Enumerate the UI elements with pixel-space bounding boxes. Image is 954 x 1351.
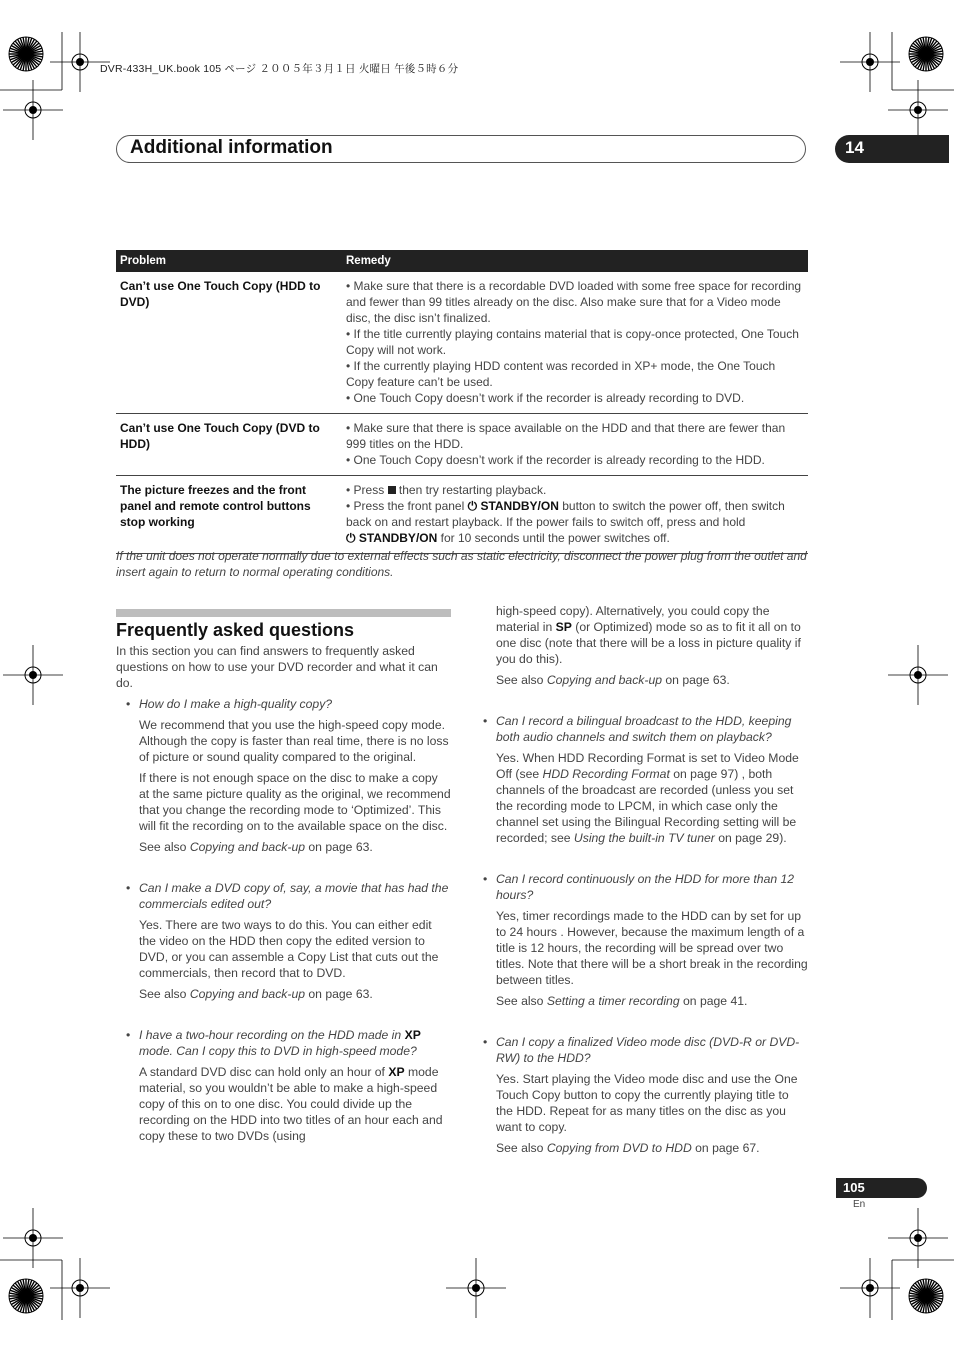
remedy-text: button to switch the power off, then switch back on and restart playback. If the power fails to switch off, press and hold [346, 499, 785, 529]
stop-icon [388, 486, 396, 494]
faq-answer [496, 750, 808, 846]
page-title: Additional information [130, 137, 333, 158]
remedy-cell [342, 414, 808, 476]
problem-cell: The picture freezes and the front panel and remote control buttons stop working [116, 476, 342, 554]
see-also [496, 993, 808, 1009]
see-also-label: See also [496, 994, 547, 1008]
page-ref: 63. [355, 987, 373, 1001]
faq-question: • Can I record continuously on the HDD for more than 12 hours? [483, 872, 795, 902]
faq-column-left [116, 643, 451, 1149]
faq-answer: Yes, timer recordings made to the HDD can by set for up to 24 hours . However, because the maximum length of a title is 12 hours, the recording will be spread over two titles. Note that there will be a short break in the recording between titles. [496, 909, 808, 987]
page-ref: 63. [355, 840, 373, 854]
remedy-item: • Make sure that there is space available on the HDD and that there are fewer than 999 titles on the HDD. [346, 421, 786, 451]
see-also-label: on page [305, 840, 356, 854]
problem-cell: Can’t use One Touch Copy (HDD to DVD) [116, 272, 342, 414]
remedy-cell [342, 272, 808, 414]
section-title: Frequently asked questions [116, 620, 355, 640]
remedy-item: • If the currently playing HDD content was recorded in XP+ mode, the One Touch Copy feature can’t be used. [346, 359, 776, 389]
cross-reference: HDD Recording Format [542, 767, 670, 781]
remedy-cell [342, 476, 808, 554]
page-number: 105 [843, 1180, 865, 1195]
chapter-number: 14 [845, 138, 864, 157]
answer-text: on page 29). [714, 831, 787, 845]
standby-key: STANDBY/ON [358, 531, 438, 545]
see-also [139, 986, 451, 1002]
remedy-item: • One Touch Copy doesn’t work if the recorder is already recording to DVD. [346, 391, 745, 405]
answer-text: mode material, so you wouldn’t be able to make a high-speed copy of this on to one disc. You could divide up the recording on the HDD into two titles of an hour each and copy these to two DVDs (using [139, 1065, 443, 1143]
column-header-problem: Problem [116, 250, 342, 272]
faq-answer: If there is not enough space on the disc to make a copy at the same picture quality as the original, we recommend that you change the recording mode to ‘Optimized’. This will fit the recording on to the available space on the disc. [139, 771, 451, 833]
power-icon: ⏻ [346, 531, 359, 545]
page-language: En [853, 1199, 866, 1210]
cross-reference: Copying from DVD to HDD [546, 1141, 692, 1155]
faq-answer-continued [496, 603, 808, 667]
remedy-item: • If the title currently playing contains material that is copy-once protected, One Touch Copy will not work. [346, 327, 799, 357]
faq-question: • I have a two-hour recording on the HDD made in XP mode. Can I copy this to DVD in high-speed mode? [126, 1028, 421, 1058]
remedy-item [346, 498, 804, 546]
remedy-item: • One Touch Copy doesn’t work if the recorder is already recording to the HDD. [346, 453, 765, 467]
question-text: Can I copy a finalized Video mode disc (DVD-R or DVD-RW) to the HDD? [496, 1035, 800, 1065]
remedy-item [346, 482, 804, 498]
answer-text: on page 97) , both channels of the broadcast are recorded (unless you set the recording mode to LPCM, in which case only the channel set using the Bilingual Recording setting will be recorded; see [496, 767, 797, 845]
see-also-label: See also [496, 1141, 547, 1155]
question-text: Can I record continuously on the HDD for more than 12 hours? [496, 872, 795, 902]
remedy-text: • Press the front panel [346, 499, 468, 513]
power-icon: ⏻ [467, 499, 481, 513]
faq-question: • Can I copy a finalized Video mode disc (DVD-R or DVD-RW) to the HDD? [483, 1035, 800, 1065]
mode-key: SP [555, 620, 572, 634]
standby-key: STANDBY/ON [480, 499, 559, 513]
see-also [496, 672, 808, 688]
print-header: DVR-433H_UK.book 105 ページ ２００５年３月１日 火曜日 午後５時６分 [100, 63, 459, 75]
page-ref: 67. [742, 1141, 760, 1155]
see-also-label: on page [679, 994, 731, 1008]
question-text: Can I make a DVD copy of, say, a movie that has had the commercials edited out? [139, 881, 449, 911]
faq-column-right [483, 603, 808, 1161]
mode-key: XP [404, 1028, 421, 1042]
cross-reference: Using the built-in TV tuner [573, 831, 715, 845]
question-text: mode. Can I copy this to DVD in high-speed mode? [139, 1044, 417, 1058]
see-also [139, 839, 451, 855]
troubleshooting-table [116, 250, 808, 554]
page-ref: 41. [730, 994, 748, 1008]
table-row [116, 476, 808, 554]
question-text: Can I record a bilingual broadcast to the HDD, keeping both audio channels and switch them on playback? [496, 714, 792, 744]
table-header-row [116, 250, 808, 272]
problem-cell: Can’t use One Touch Copy (DVD to HDD) [116, 414, 342, 476]
faq-answer [139, 1064, 451, 1144]
cross-reference: Copying and back-up [189, 840, 306, 854]
cross-reference: Setting a timer recording [546, 994, 680, 1008]
see-also-label: on page [691, 1141, 743, 1155]
see-also-label: See also [139, 840, 190, 854]
question-text: How do I make a high-quality copy? [139, 697, 333, 711]
cross-reference: Copying and back-up [189, 987, 306, 1001]
table-note: If the unit does not operate normally due to external effects such as static electricity, disconnect the power plug from the outlet and insert again to return to normal operating conditions. [116, 549, 807, 579]
answer-text: high-speed copy). Alternatively, you could copy the material in [496, 604, 770, 634]
answer-text: A standard DVD disc can hold only an hour of [139, 1065, 389, 1079]
faq-intro: In this section you can find answers to frequently asked questions on how to use your DVD recorder and what it can do. [116, 644, 438, 690]
cross-reference: Copying and back-up [546, 673, 663, 687]
remedy-text: then try restarting playback. [395, 483, 547, 497]
faq-question: • Can I make a DVD copy of, say, a movie that has had the commercials edited out? [126, 881, 449, 911]
answer-text: (or Optimized) mode so as to fit it all on to one disc (note that there will be a loss in picture quality if you do this). [496, 620, 801, 666]
answer-text: Yes. When HDD Recording Format is set to Video Mode Off (see [496, 751, 799, 781]
see-also [496, 1140, 808, 1156]
mode-key: XP [388, 1065, 405, 1079]
section-rule [116, 609, 451, 617]
page-ref: 63. [712, 673, 730, 687]
faq-answer: Yes. There are two ways to do this. You can either edit the video on the HDD then copy the edited version to DVD, or you can assemble a Copy List that cuts out the commercials, then record that to DVD. [139, 918, 439, 980]
table-row [116, 414, 808, 476]
faq-question: • How do I make a high-quality copy? [126, 697, 333, 711]
table-row [116, 272, 808, 414]
see-also-label: See also [139, 987, 190, 1001]
remedy-text: for 10 seconds until the power switches off. [437, 531, 670, 545]
remedy-item: • Make sure that there is a recordable DVD loaded with some free space for recording and fewer than 99 titles already on the disc. Also make sure that for a Video mode disc, the disc isn’t finalized. [346, 279, 802, 325]
remedy-text: • Press [346, 483, 388, 497]
question-text: I have a two-hour recording on the HDD made in [139, 1028, 405, 1042]
see-also-label: on page [662, 673, 713, 687]
faq-question: • Can I record a bilingual broadcast to the HDD, keeping both audio channels and switch them on playback? [483, 714, 792, 744]
see-also-label: See also [496, 673, 547, 687]
faq-answer: Yes. Start playing the Video mode disc and use the One Touch Copy button to copy the currently playing title to the HDD. Repeat for as many titles on the disc as you want to copy. [496, 1072, 798, 1134]
faq-answer: We recommend that you use the high-speed copy mode. Although the copy is faster than real time, there is no loss of picture or sound quality compared to the original. [139, 718, 449, 764]
see-also-label: on page [305, 987, 356, 1001]
column-header-remedy: Remedy [342, 250, 808, 272]
